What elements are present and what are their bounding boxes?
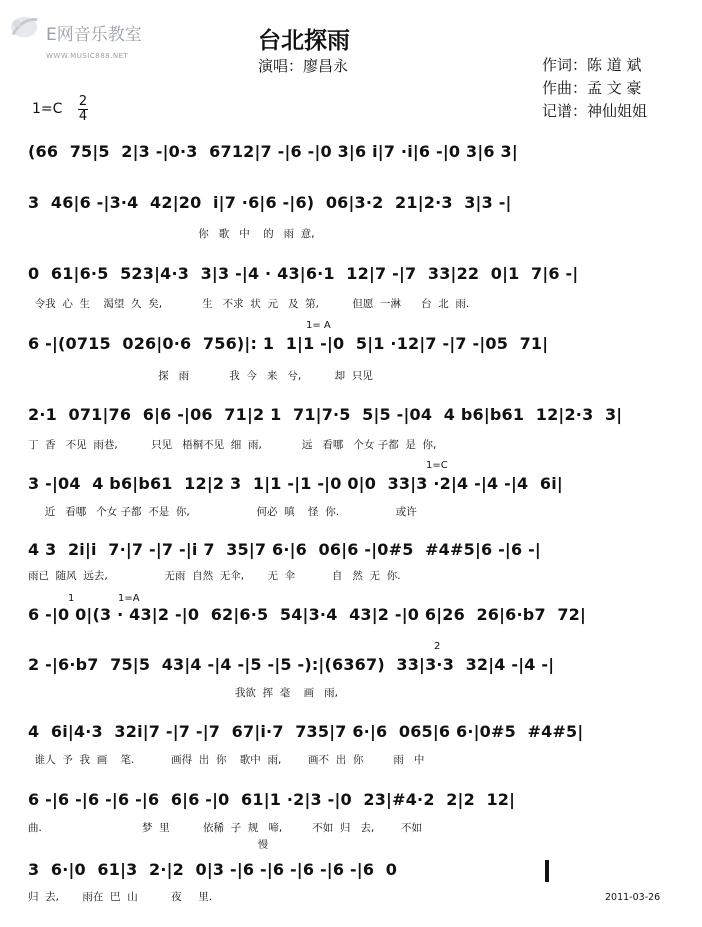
time-sig-top: 2: [78, 94, 88, 109]
notation: 2·1 071|76 6|6 -|06 71|2 1 71|7·5 5|5 -|04 4 b6|b61 12|2·3 3|: [28, 405, 623, 424]
lyrics: 丁 香 不见 雨巷, 只见 梧桐不见 细 雨, 远 看哪 个女 子都 是 你,: [28, 439, 437, 451]
logo-leaf-icon: [6, 14, 46, 42]
transcription-date: 2011-03-26: [605, 892, 661, 903]
volta-2: 2: [434, 641, 441, 652]
lyrics: 曲. 梦 里 依稀 子 规 啼, 不如 归 去, 不如: [28, 822, 422, 834]
final-barline: [545, 860, 549, 882]
notation: 4 6i|4·3 32i|7 -|7 -|7 67|i·7 735|7 6·|6 065|6 6·|0#5 #4#5|: [28, 722, 584, 741]
notation: 3 6·|0 61|3 2·|2 0|3 -|6 -|6 -|6 -|6 -|6 0: [28, 860, 398, 879]
notation: 4 3 2i|i 7·|7 -|7 -|i 7 35|7 6·|6 06|6 -|0#5 #4#5|6 -|6 -|: [28, 540, 541, 559]
notation: 3 -|04 4 b6|b61 12|2 3 1|1 -|1 -|0 0|0 33|3 ·2|4 -|4 -|4 6i|: [28, 474, 563, 493]
time-signature: [77, 96, 89, 123]
site-logo: [6, 14, 166, 64]
key-change-a-2: 1=A: [118, 593, 140, 604]
notation: 6 -|(0715 026|0·6 756)|: 1 1|1 -|0 5|1 ·12|7 -|7 -|05 71|: [28, 334, 549, 353]
notation: 2 -|6·b7 75|5 43|4 -|4 -|5 -|5 -):|(6367) 33|3·3 32|4 -|4 -|: [28, 655, 555, 674]
volta-1: 1: [68, 593, 75, 604]
lyrics: 令我 心 生 渴望 久 矣, 生 不求 状 元 及 第, 但愿 一淋 台 北 雨.: [28, 298, 470, 310]
notation: 3 46|6 -|3·4 42|20 i|7 ·6|6 -|6) 06|3·2 21|2·3 3|3 -|: [28, 193, 512, 212]
notation: (66 75|5 2|3 -|0·3 6712|7 -|6 -|0 3|6 i|7 ·i|6 -|0 3|6 3|: [28, 142, 518, 161]
site-url: WWW.MUSIC888.NET: [46, 52, 129, 60]
lyrics: 雨已 随风 远去, 无雨 自然 无伞, 无 伞 自 然 无 你.: [28, 570, 401, 582]
singer-credit: 演唱：廖昌永: [258, 57, 349, 75]
lyrics: 你 歌 中 的 雨 意,: [28, 228, 315, 240]
key-change-c: 1=C: [426, 460, 448, 471]
transcriber-credit: 记谱：神仙姐姐: [542, 102, 648, 120]
key-change-a: 1= A: [306, 320, 331, 331]
notation: 6 -|0 0|(3 · 43|2 -|0 62|6·5 54|3·4 43|2 -|0 6|26 26|6·b7 72|: [28, 605, 587, 624]
lyricist-credit: 作词：陈 道 斌: [542, 56, 642, 74]
key-signature: 1=C: [32, 101, 63, 117]
notation: 0 61|6·5 523|4·3 3|3 -|4 · 43|6·1 12|7 -|7 33|22 0|1 7|6 -|: [28, 264, 579, 283]
site-name: E网音乐教室: [46, 25, 142, 45]
composer-credit: 作曲：孟 文 豪: [542, 79, 642, 97]
tempo-slow-mark: 慢: [258, 840, 268, 851]
lyrics: 归 去, 雨在 巴 山 夜 里.: [28, 891, 213, 903]
lyrics: 谁人 予 我 画 笔. 画得 出 你 歌中 雨, 画不 出 你 雨 中: [28, 754, 425, 766]
time-sig-bottom: 4: [78, 109, 88, 124]
lyrics: 近 看哪 个女 子都 不是 你, 何必 嗔 怪 你. 或许: [28, 506, 417, 518]
lyrics: 探 雨 我 今 来 兮, 却 只见: [28, 370, 373, 382]
lyrics: 我欲 挥 毫 画 雨,: [28, 687, 338, 699]
notation: 6 -|6 -|6 -|6 -|6 6|6 -|0 61|1 ·2|3 -|0 23|#4·2 2|2 12|: [28, 790, 516, 809]
song-title: 台北探雨: [258, 28, 350, 54]
